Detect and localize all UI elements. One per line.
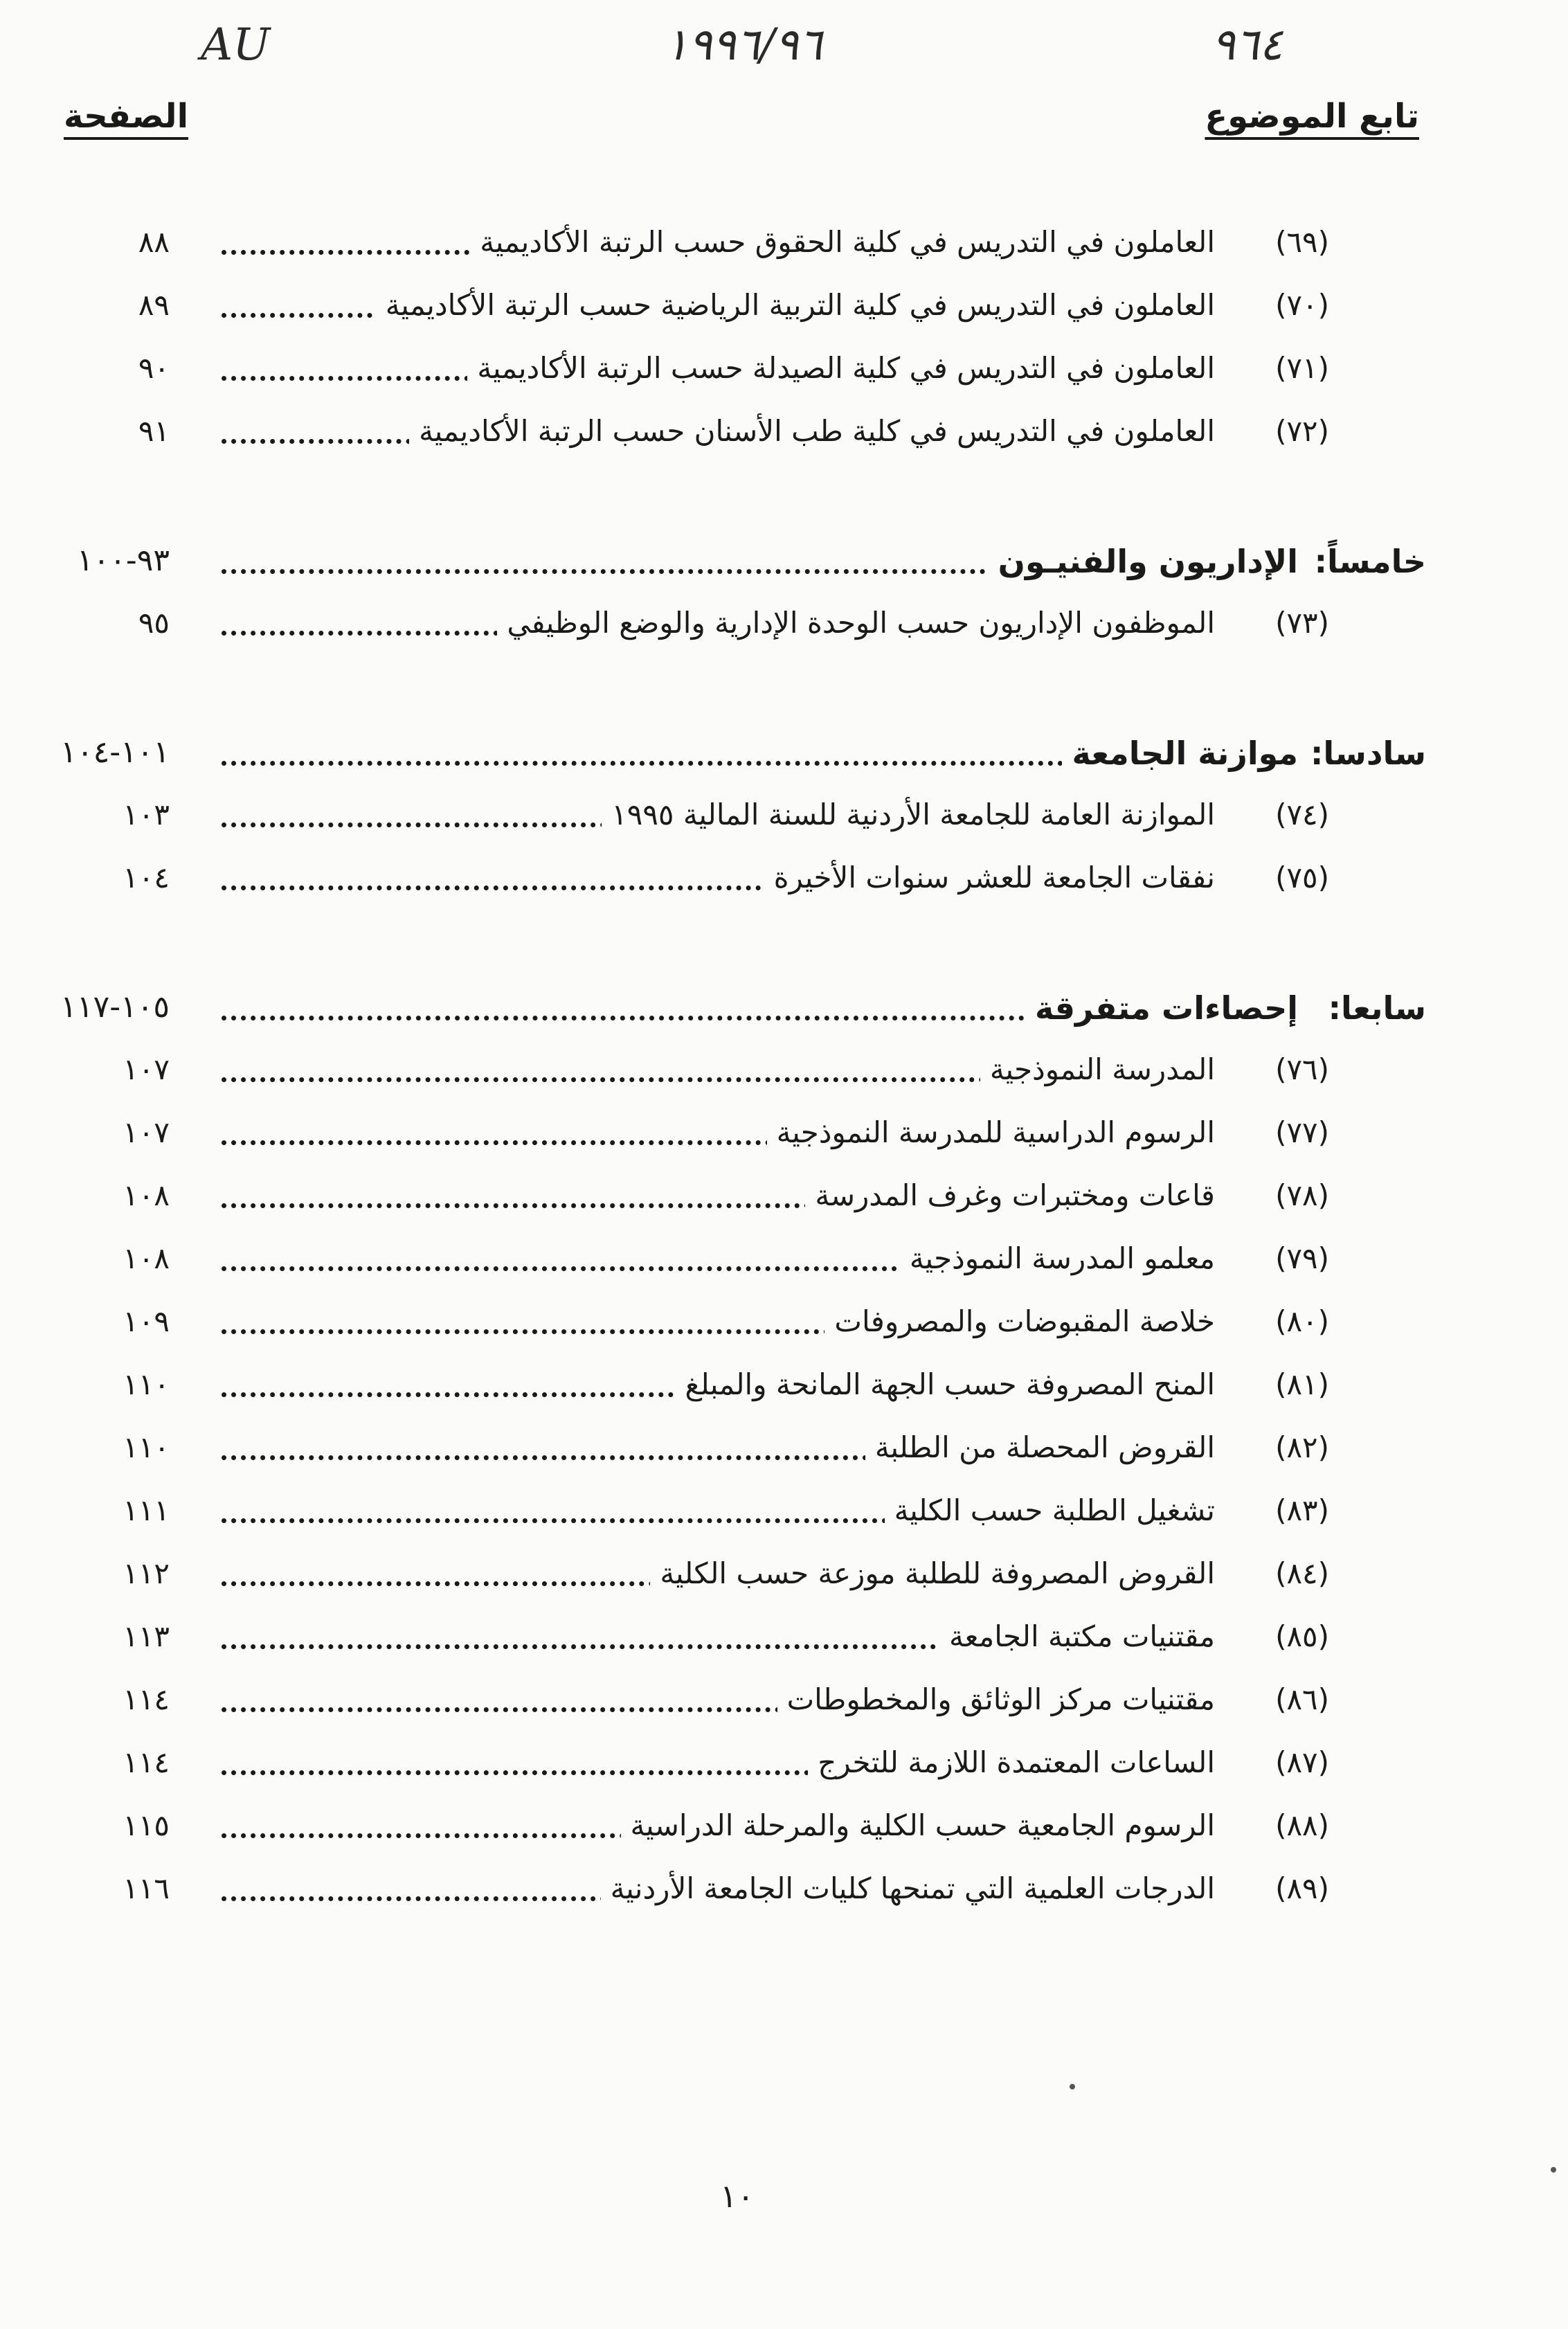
- entry-title: مقتنيات مكتبة الجامعة: [939, 1619, 1215, 1653]
- entry-page: ١١٤: [123, 1745, 170, 1779]
- toc-entry[interactable]: [0, 288, 1568, 343]
- entry-title: قاعات ومختبرات وغرف المدرسة: [805, 1178, 1215, 1212]
- toc-entry[interactable]: [0, 861, 1568, 916]
- table-number: (٧٣): [1275, 606, 1329, 640]
- section-heading[interactable]: [0, 989, 1568, 1045]
- entry-page: ١٠٩: [123, 1304, 170, 1338]
- entry-page: ١١٥: [123, 1808, 170, 1842]
- section-label: سادسا:: [1310, 735, 1426, 772]
- table-number: (٧٩): [1275, 1241, 1329, 1275]
- entry-page: ١١١: [123, 1493, 170, 1527]
- entry-page: ١٠٨: [123, 1241, 170, 1275]
- page-column-header: الصفحة: [64, 97, 189, 136]
- toc-entry[interactable]: [0, 1682, 1568, 1738]
- table-number: (٧٦): [1275, 1052, 1329, 1086]
- section-heading[interactable]: [0, 543, 1568, 598]
- handwritten-mark-center: ١٩٩٦/٩٦: [665, 19, 822, 71]
- table-number: (٨٩): [1275, 1871, 1329, 1905]
- table-number: (٧٥): [1275, 861, 1329, 894]
- entry-title: العاملون في التدريس في كلية الصيدلة حسب الرتبة الأكاديمية: [467, 351, 1215, 385]
- table-number: (٨٥): [1275, 1619, 1329, 1653]
- entry-title: خلاصة المقبوضات والمصروفات: [824, 1304, 1215, 1338]
- section-heading[interactable]: [0, 735, 1568, 790]
- table-number: (٨١): [1275, 1367, 1329, 1401]
- toc-entry[interactable]: [0, 1115, 1568, 1171]
- entry-page: ١٠٧: [123, 1115, 170, 1149]
- page-number: ١٠: [720, 2177, 755, 2215]
- table-number: (٨٣): [1275, 1493, 1329, 1527]
- entry-page: ١١٠: [123, 1367, 170, 1401]
- section-page-range: ٩٣-١٠٠: [76, 543, 170, 578]
- toc-entry[interactable]: [0, 1052, 1568, 1108]
- entry-title: القروض المحصلة من الطلبة: [865, 1430, 1215, 1464]
- section-label: خامساً:: [1314, 543, 1426, 580]
- toc-entry[interactable]: [0, 414, 1568, 469]
- section-page-range: ١٠١-١٠٤: [60, 735, 170, 770]
- entry-title: الساعات المعتمدة اللازمة للتخرج: [808, 1745, 1215, 1779]
- entry-title: الرسوم الدراسية للمدرسة النموذجية: [767, 1115, 1215, 1149]
- table-number: (٧٢): [1275, 414, 1329, 448]
- entry-page: ١١٢: [123, 1556, 170, 1590]
- entry-page: ٨٩: [138, 288, 170, 322]
- entry-page: ١٠٨: [123, 1178, 170, 1212]
- toc-entry[interactable]: [0, 225, 1568, 280]
- section-title: الإداريون والفنيـون: [989, 543, 1298, 580]
- toc-entry[interactable]: [0, 606, 1568, 661]
- table-number: (٨٤): [1275, 1556, 1329, 1590]
- entry-page: ١١٦: [123, 1871, 170, 1905]
- table-number: (٦٩): [1275, 225, 1329, 259]
- entry-title: مقتنيات مركز الوثائق والمخطوطات: [777, 1682, 1215, 1716]
- topic-column-header: تابع الموضوع: [1205, 97, 1419, 136]
- scan-speck: [1551, 2167, 1556, 2173]
- entry-page: ٩٠: [138, 351, 170, 385]
- toc-entry[interactable]: [0, 1304, 1568, 1360]
- table-number: (٨٦): [1275, 1682, 1329, 1716]
- section-label: سابعا:: [1328, 989, 1426, 1027]
- table-number: (٧٠): [1275, 288, 1329, 322]
- entry-page: ٨٨: [138, 225, 170, 259]
- toc-entry[interactable]: [0, 1619, 1568, 1675]
- table-number: (٨٨): [1275, 1808, 1329, 1842]
- table-number: (٨٧): [1275, 1745, 1329, 1779]
- entry-page: ٩١: [138, 414, 170, 448]
- entry-page: ١٠٤: [123, 861, 170, 894]
- entry-title: الموازنة العامة للجامعة الأردنية للسنة المالية ١٩٩٥: [602, 798, 1215, 831]
- handwritten-mark-right: ٩٦٤: [1211, 19, 1283, 71]
- entry-page: ١٠٧: [123, 1052, 170, 1086]
- entry-page: ١١٠: [123, 1430, 170, 1464]
- toc-entry[interactable]: [0, 1745, 1568, 1801]
- entry-title: العاملون في التدريس في كلية التربية الرياضية حسب الرتبة الأكاديمية: [376, 288, 1215, 322]
- handwritten-mark-left: AU: [201, 19, 271, 71]
- entry-title: المدرسة النموذجية: [980, 1052, 1215, 1086]
- table-number: (٧٨): [1275, 1178, 1329, 1212]
- toc-entry[interactable]: [0, 1808, 1568, 1864]
- entry-page: ١٠٣: [123, 798, 170, 831]
- entry-title: الموظفون الإداريون حسب الوحدة الإدارية والوضع الوظيفي: [497, 606, 1215, 640]
- entry-title: العاملون في التدريس في كلية الحقوق حسب الرتبة الأكاديمية: [470, 225, 1215, 259]
- toc-entry[interactable]: [0, 351, 1568, 406]
- section-title: إحصاءات متفرقة: [1025, 989, 1298, 1027]
- toc-entry[interactable]: [0, 1493, 1568, 1549]
- table-number: (٨٢): [1275, 1430, 1329, 1464]
- entry-title: القروض المصروفة للطلبة موزعة حسب الكلية: [650, 1556, 1215, 1590]
- table-number: (٧٧): [1275, 1115, 1329, 1149]
- entry-page: ٩٥: [138, 606, 170, 640]
- entry-page: ١١٤: [123, 1682, 170, 1716]
- section-page-range: ١٠٥-١١٧: [60, 989, 170, 1025]
- toc-entry[interactable]: [0, 1241, 1568, 1297]
- entry-title: تشغيل الطلبة حسب الكلية: [885, 1493, 1215, 1527]
- entry-title: الرسوم الجامعية حسب الكلية والمرحلة الدراسية: [621, 1808, 1215, 1842]
- table-number: (٨٠): [1275, 1304, 1329, 1338]
- entry-title: الدرجات العلمية التي تمنحها كليات الجامعة الأردنية: [601, 1871, 1215, 1905]
- toc-entry[interactable]: [0, 1367, 1568, 1423]
- entry-title: نفقات الجامعة للعشر سنوات الأخيرة: [764, 861, 1215, 894]
- table-number: (٧٤): [1275, 798, 1329, 831]
- toc-entry[interactable]: [0, 1430, 1568, 1486]
- section-title: موازنة الجامعة: [1062, 735, 1298, 772]
- entry-page: ١١٣: [123, 1619, 170, 1653]
- scan-speck: [1070, 2084, 1075, 2089]
- toc-entry[interactable]: [0, 1871, 1568, 1927]
- toc-entry[interactable]: [0, 798, 1568, 853]
- entry-title: معلمو المدرسة النموذجية: [900, 1241, 1215, 1275]
- toc-entry[interactable]: [0, 1178, 1568, 1234]
- entry-title: المنح المصروفة حسب الجهة المانحة والمبلغ: [676, 1367, 1215, 1401]
- toc-entry[interactable]: [0, 1556, 1568, 1612]
- table-number: (٧١): [1275, 351, 1329, 385]
- entry-title: العاملون في التدريس في كلية طب الأسنان حسب الرتبة الأكاديمية: [409, 414, 1215, 448]
